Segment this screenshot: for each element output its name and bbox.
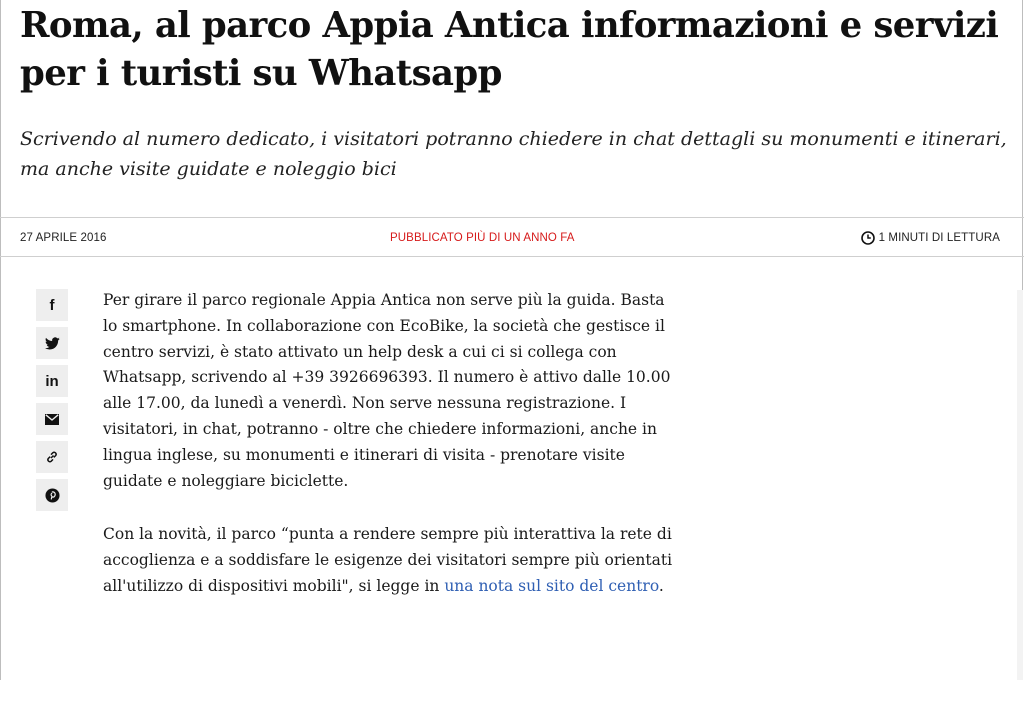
share-link-button[interactable]	[36, 441, 68, 473]
share-bar	[36, 289, 68, 517]
link-icon	[45, 450, 59, 464]
paragraph-end: .	[658, 576, 664, 595]
reading-time	[861, 230, 1000, 246]
facebook-icon: f	[49, 296, 55, 314]
article-body	[103, 288, 683, 628]
published-notice: PUBBLICATO PIÙ DI UN ANNO FA	[390, 232, 575, 244]
centro-note-link[interactable]: una nota sul sito del centro	[444, 576, 659, 595]
share-pinterest-button[interactable]	[36, 479, 68, 511]
twitter-icon	[45, 337, 60, 350]
linkedin-icon: in	[45, 372, 59, 390]
pinterest-icon	[45, 488, 60, 503]
article-paragraph: Per girare il parco regionale Appia Antica non serve più la guida. Basta lo smartphone. In collaborazione con EcoBike, la società che gestisce il centro servizi, è stato attivato un help desk a cui ci si collega con Whatsapp, scrivendo al +39 3926696393. Il numero è attivo dalle 10.00 alle 17.00, da lunedì a venerdì. Non serve nessuna registrazione. I visitatori, in chat, potranno - oltre che chiedere informazioni, anche in lingua inglese, su monumenti e itinerari di visita - prenotare visite guidate e noleggiare biciclette.	[103, 291, 671, 490]
reading-time-label: 1 MINUTI DI LETTURA	[878, 232, 1000, 244]
meta-divider-top	[0, 217, 1024, 218]
publish-date: 27 APRILE 2016	[20, 232, 107, 244]
article-subtitle: Scrivendo al numero dedicato, i visitatori potranno chiedere in chat dettagli su monumenti e itinerari, ma anche visite guidate e noleggio bici	[20, 128, 1007, 180]
share-linkedin-button[interactable]	[36, 365, 68, 397]
mail-icon	[45, 414, 59, 425]
paragraph-text: Con la novità, il parco “punta a rendere sempre più interattiva la rete di accoglienza e a soddisfare le esigenze dei visitatori sempre più orientati all'utilizzo di dispositivi mobili", si legge in	[103, 525, 673, 595]
right-rail-scroll	[1017, 290, 1023, 680]
article-paragraph	[103, 522, 683, 599]
meta-divider-bottom	[0, 256, 1024, 257]
clock-icon	[861, 231, 875, 245]
article-headline: Roma, al parco Appia Antica informazioni e servizi per i turisti su Whatsapp	[20, 5, 999, 94]
share-twitter-button[interactable]	[36, 327, 68, 359]
share-mail-button[interactable]	[36, 403, 68, 435]
share-facebook-button[interactable]	[36, 289, 68, 321]
